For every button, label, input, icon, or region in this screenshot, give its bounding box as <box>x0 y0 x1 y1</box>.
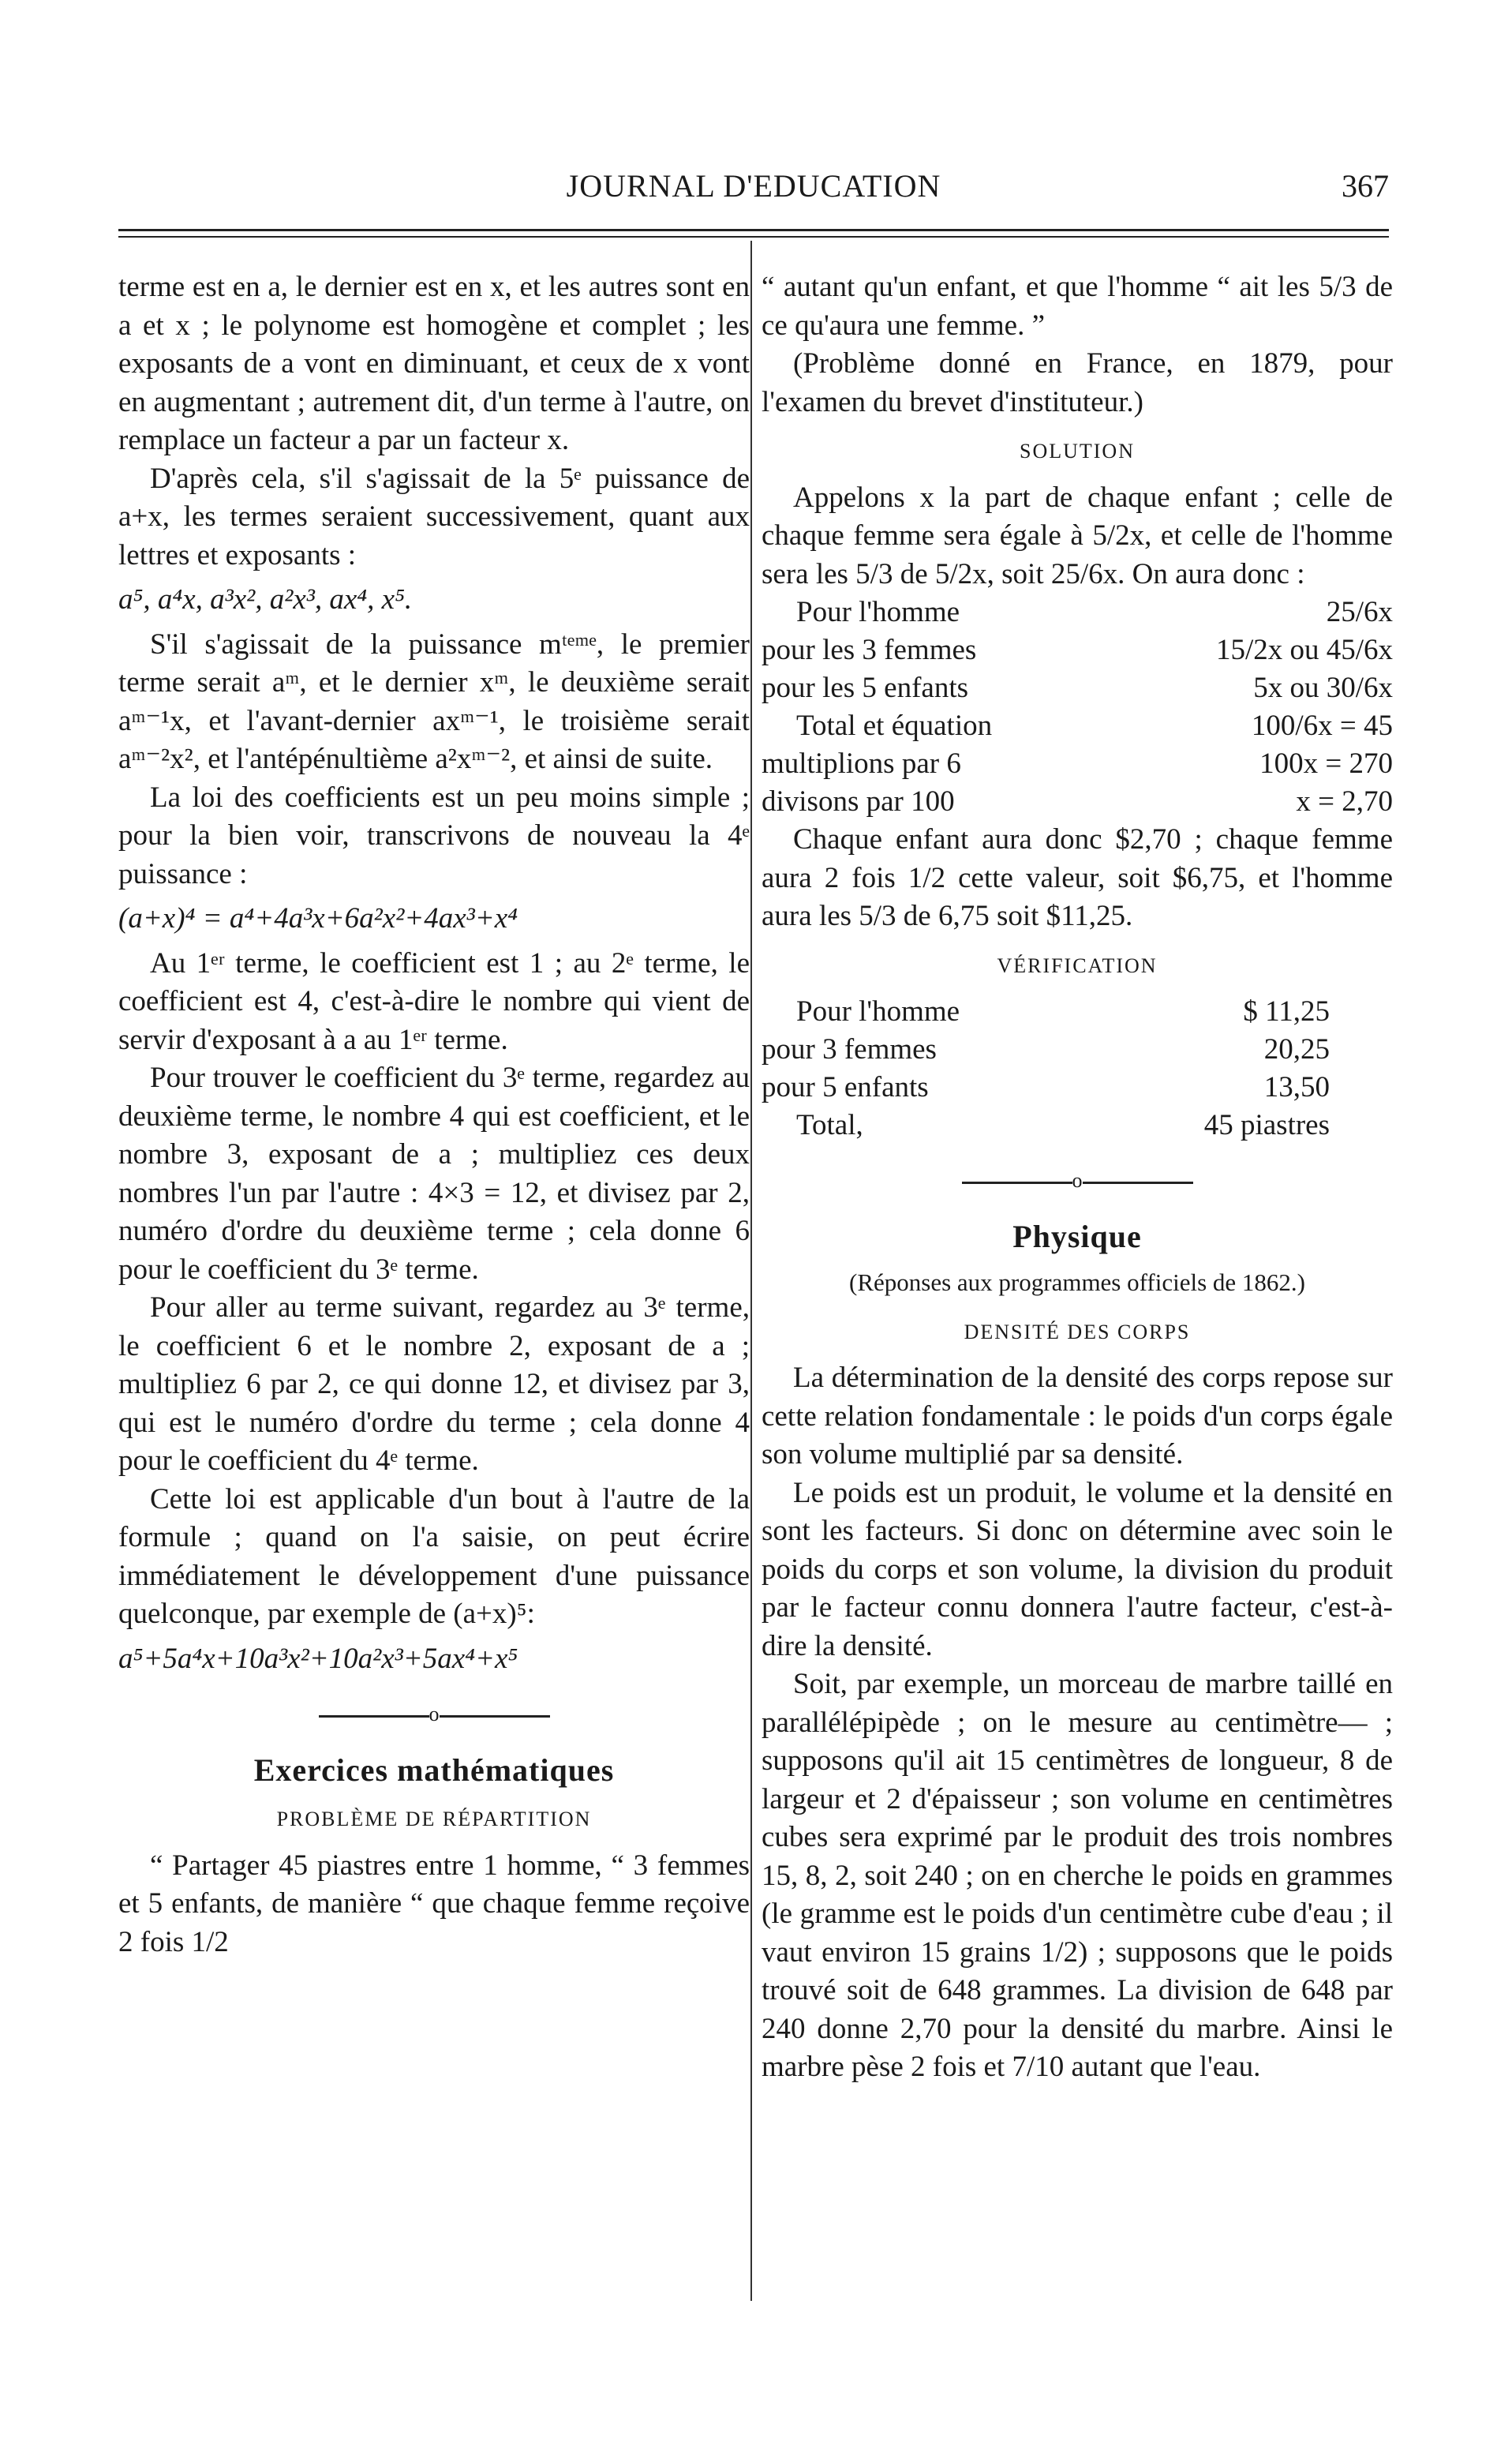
separator-mark: o <box>1072 1169 1083 1192</box>
paragraph: La détermination de la densité des corps repose sur cette relation fondamentale : le poids d'un corps égale son volume multiplié par sa densité. <box>762 1362 1393 1471</box>
calc-label: pour les 5 enfants <box>762 672 969 704</box>
verification-label: VÉRIFICATION <box>997 953 1158 977</box>
paragraph: Pour aller au terme suivant, regardez au 3ᵉ terme, le coefficient 6 et le nombre 2, exposant de a ; multipliez 6 par 2, ce qui donne 12, et divisez par 3, qui est le numéro d'ordre du terme ; cela donne 4 pour le coefficient du 4ᵉ terme. <box>118 1291 750 1477</box>
paragraph: D'après cela, s'il s'agissait de la 5ᵉ puissance de a+x, les termes seraient successivement, quant aux lettres et exposants : <box>118 462 750 571</box>
calculation-table <box>762 594 1393 821</box>
verif-value: 45 piastres <box>1203 1109 1330 1141</box>
left-column <box>118 268 750 1961</box>
paragraph: Appelons x la part de chaque enfant ; celle de chaque femme sera égale à 5/2x, et celle de l'homme sera les 5/3 de 5/2x, soit 25/6x. On aura donc : <box>762 481 1393 590</box>
verif-label: pour 5 enfants <box>762 1071 929 1103</box>
problem-label: PROBLÈME DE RÉPARTITION <box>276 1808 592 1830</box>
calc-value: 100x = 270 <box>1259 747 1393 780</box>
problem-source: (Problème donné en France, en 1879, pour l'examen du brevet d'instituteur.) <box>762 347 1393 418</box>
calc-label: divisons par 100 <box>762 785 955 818</box>
calc-value: x = 2,70 <box>1296 785 1393 818</box>
paragraph: Chaque enfant aura donc $2,70 ; chaque femme aura 2 fois 1/2 cette valeur, soit $6,75, et l'homme aura les 5/3 de 6,75 soit $11,25. <box>762 823 1393 932</box>
calc-label: Total et équation <box>796 710 993 742</box>
section-subtitle: (Réponses aux programmes officiels de 1862.) <box>849 1268 1305 1296</box>
calc-value: 15/2x ou 45/6x <box>1215 634 1393 666</box>
separator-mark: o <box>429 1703 440 1725</box>
verif-label: Pour l'homme <box>796 995 960 1028</box>
paragraph: La loi des coefficients est un peu moins simple ; pour la bien voir, transcrivons de nouveau la 4ᵉ puissance : <box>118 781 750 890</box>
calc-label: Pour l'homme <box>796 596 960 628</box>
calc-value: 5x ou 30/6x <box>1253 672 1393 704</box>
formula: a⁵+5a⁴x+10a³x²+10a²x³+5ax⁴+x⁵ <box>118 1642 518 1675</box>
table-row <box>762 707 1393 745</box>
section-title: Exercices mathématiques <box>253 1752 615 1788</box>
paragraph: Au 1ᵉʳ terme, le coefficient est 1 ; au 2ᵉ terme, le coefficient est 4, c'est-à-dire le nombre qui vient de servir d'exposant à a au 1ᵉʳ terme. <box>118 946 750 1056</box>
paragraph: terme est en a, le dernier est en x, et les autres sont en a et x ; le polynome est homogène et complet ; les exposants de a vont en diminuant, et ceux de x vont en augmentant ; autrement dit, d'un terme à l'autre, on remplace un facteur a par un facteur x. <box>118 271 750 456</box>
table-row <box>762 993 1330 1031</box>
section-title: Physique <box>1012 1218 1142 1254</box>
verif-value: 13,50 <box>1263 1071 1330 1103</box>
table-row <box>762 669 1393 707</box>
column-divider <box>750 241 752 2301</box>
running-header <box>118 167 1389 215</box>
density-label: DENSITÉ DES CORPS <box>964 1320 1191 1343</box>
separator <box>762 1162 1393 1201</box>
verif-label: pour 3 femmes <box>762 1033 937 1066</box>
header-rule <box>118 229 1389 231</box>
solution-label: SOLUTION <box>1020 440 1135 463</box>
formula: (a+x)⁴ = a⁴+4a³x+6a²x²+4ax³+x⁴ <box>118 902 518 935</box>
journal-title: JOURNAL D'EDUCATION <box>566 168 941 204</box>
formula: a⁵, a⁴x, a³x², a²x³, ax⁴, x⁵. <box>118 583 413 616</box>
table-row <box>762 745 1393 783</box>
paragraph: S'il s'agissait de la puissance mᵗᵉᵐᵉ, le premier terme serait aᵐ, et le dernier xᵐ, le deuxième serait aᵐ⁻¹x, et l'avant-dernier axᵐ⁻¹, le troisième serait aᵐ⁻²x², et l'antépénultième a²xᵐ⁻², et ainsi de suite. <box>118 628 750 775</box>
paragraph: Soit, par exemple, un morceau de marbre taillé en parallélépipède ; on le mesure au centimètre— ; supposons qu'il ait 15 centimètres de longueur, 8 de largeur et 2 d'épaisseur ; son volume en centimètres cubes sera exprimé par le produit des trois nombres 15, 8, 2, soit 240 ; on en cherche le poids en grammes (le gramme est le poids d'un centimètre cube d'eau ; il vaut environ 15 grains 1/2) ; supposons que le poids trouvé soit de 648 grammes. La division de 648 par 240 donne 2,70 pour la densité du marbre. Ainsi le marbre pèse 2 fois et 7/10 autant que l'eau. <box>762 1668 1393 2083</box>
paragraph: Cette loi est applicable d'un bout à l'autre de la formule ; quand on l'a saisie, on peut écrire immédiatement le développement d'une puissance quelconque, par exemple de (a+x)⁵: <box>118 1482 750 1630</box>
calc-value: 25/6x <box>1326 596 1393 628</box>
verification-table <box>762 993 1330 1145</box>
problem-quote-continued: “ autant qu'un enfant, et que l'homme “ ait les 5/3 de ce qu'aura une femme. ” <box>762 271 1393 342</box>
table-row <box>762 594 1393 631</box>
table-row <box>762 1031 1330 1069</box>
table-row <box>762 631 1393 669</box>
verif-value: 20,25 <box>1263 1033 1330 1066</box>
right-column <box>762 268 1393 2087</box>
table-row <box>762 1069 1330 1107</box>
page-number: 367 <box>1342 168 1389 204</box>
verif-value: $ 11,25 <box>1243 995 1330 1028</box>
separator <box>118 1695 750 1734</box>
paragraph: Le poids est un produit, le volume et la densité en sont les facteurs. Si donc on détermine avec soin le poids du corps et son volume, la division du produit par le facteur connu donnera l'autre facteur, c'est-à-dire la densité. <box>762 1476 1393 1662</box>
problem-quote: “ Partager 45 piastres entre 1 homme, “ 3 femmes et 5 enfants, de manière “ que chaque femme reçoive 2 fois 1/2 <box>118 1849 750 1958</box>
paragraph: Pour trouver le coefficient du 3ᵉ terme, regardez au deuxième terme, le nombre 4 qui est coefficient, et le nombre 3, exposant de a ; multipliez ces deux nombres l'un par l'autre : 4×3 = 12, et divisez par 2, numéro d'ordre du deuxième terme ; cela donne 6 pour le coefficient du 3ᵉ terme. <box>118 1062 750 1286</box>
calc-value: 100/6x = 45 <box>1251 710 1393 742</box>
calc-label: pour les 3 femmes <box>762 634 977 666</box>
table-row <box>762 783 1393 821</box>
header-rule-thin <box>118 236 1389 238</box>
verif-label: Total, <box>796 1109 863 1141</box>
table-row <box>762 1107 1330 1145</box>
calc-label: multiplions par 6 <box>762 747 961 780</box>
